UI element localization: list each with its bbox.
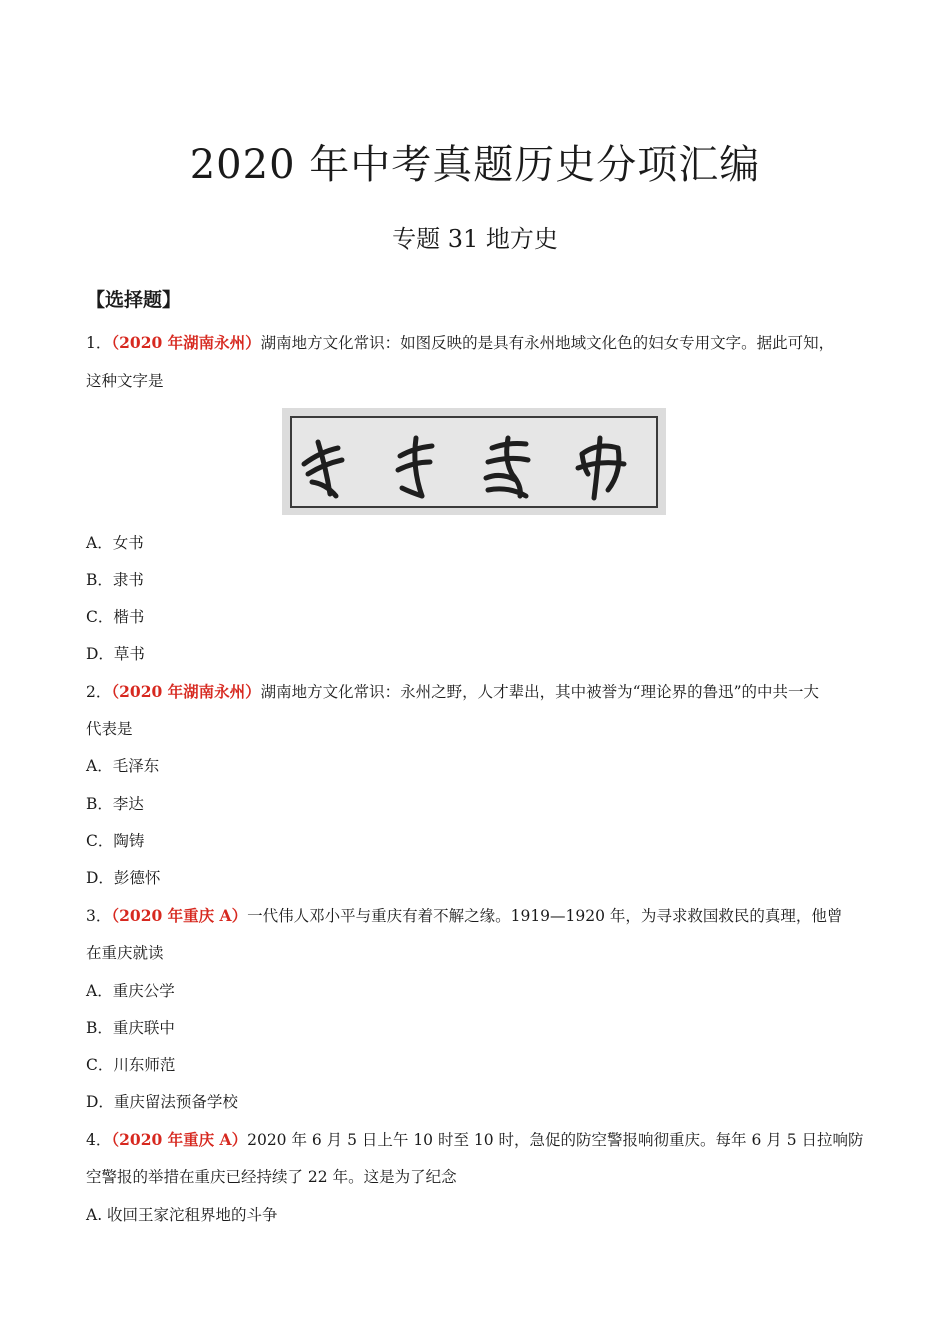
question-3-option-c: C．川东师范 — [86, 1056, 176, 1074]
nushu-script-image — [282, 408, 666, 515]
question-3-option-b: B．重庆联中 — [86, 1019, 175, 1037]
question-number: 4． — [86, 1131, 112, 1149]
question-source: （2020 年湖南永州） — [111, 333, 261, 352]
page-title: 2020 年中考真题历史分项汇编 — [189, 142, 761, 188]
section-heading: 【选择题】 — [86, 289, 182, 311]
question-3-stem-line2: 在重庆就读 — [86, 944, 164, 962]
question-1-option-a: A．女书 — [86, 534, 144, 552]
nushu-glyph-4 — [578, 438, 624, 498]
question-number: 2． — [86, 683, 112, 701]
nushu-glyph-3 — [486, 438, 528, 496]
question-2-option-c: C．陶铸 — [86, 832, 145, 850]
question-1-option-d: D．草书 — [86, 645, 145, 663]
question-text: 湖南地方文化常识：永州之野，人才辈出，其中被誉为“理论界的鲁迅”的中共一大 — [260, 683, 820, 701]
question-2-option-a: A．毛泽东 — [86, 757, 160, 775]
question-3-stem-line1 — [86, 905, 866, 927]
nushu-characters-drawing — [282, 408, 666, 515]
question-text: 一代伟人邓小平与重庆有着不解之缘。1919—1920 年，为寻求救国救民的真理，他曾 — [247, 907, 843, 925]
question-number: 3． — [86, 907, 112, 925]
question-2-option-b: B．李达 — [86, 795, 144, 813]
page-subtitle: 专题 31 地方史 — [392, 225, 558, 253]
question-1-stem-line1 — [86, 332, 866, 354]
nushu-glyph-2 — [398, 438, 432, 496]
question-4-option-a: A. 收回王家沱租界地的斗争 — [86, 1206, 278, 1224]
question-text: 2020 年 6 月 5 日上午 10 时至 10 时，急促的防空警报响彻重庆。每年 6 月 5 日拉响防 — [247, 1131, 864, 1149]
question-source: （2020 年重庆 A） — [111, 1130, 248, 1149]
question-2-stem-line2: 代表是 — [86, 720, 133, 738]
question-1-option-b: B．隶书 — [86, 571, 144, 589]
question-source: （2020 年重庆 A） — [111, 906, 248, 925]
question-3-option-d: D．重庆留法预备学校 — [86, 1093, 238, 1111]
question-number: 1． — [86, 334, 112, 352]
question-text: 湖南地方文化常识：如图反映的是具有永州地域文化色的妇女专用文字。据此可知， — [260, 334, 835, 352]
question-1-option-c: C．楷书 — [86, 608, 145, 626]
question-1-stem-line2: 这种文字是 — [86, 372, 164, 390]
question-4-stem-line1 — [86, 1129, 866, 1151]
question-4-stem-line2: 空警报的举措在重庆已经持续了 22 年。这是为了纪念 — [86, 1168, 457, 1186]
question-2-option-d: D．彭德怀 — [86, 869, 161, 887]
question-2-stem-line1 — [86, 681, 866, 703]
question-source: （2020 年湖南永州） — [111, 682, 261, 701]
nushu-glyph-1 — [304, 442, 342, 496]
question-3-option-a: A．重庆公学 — [86, 982, 175, 1000]
